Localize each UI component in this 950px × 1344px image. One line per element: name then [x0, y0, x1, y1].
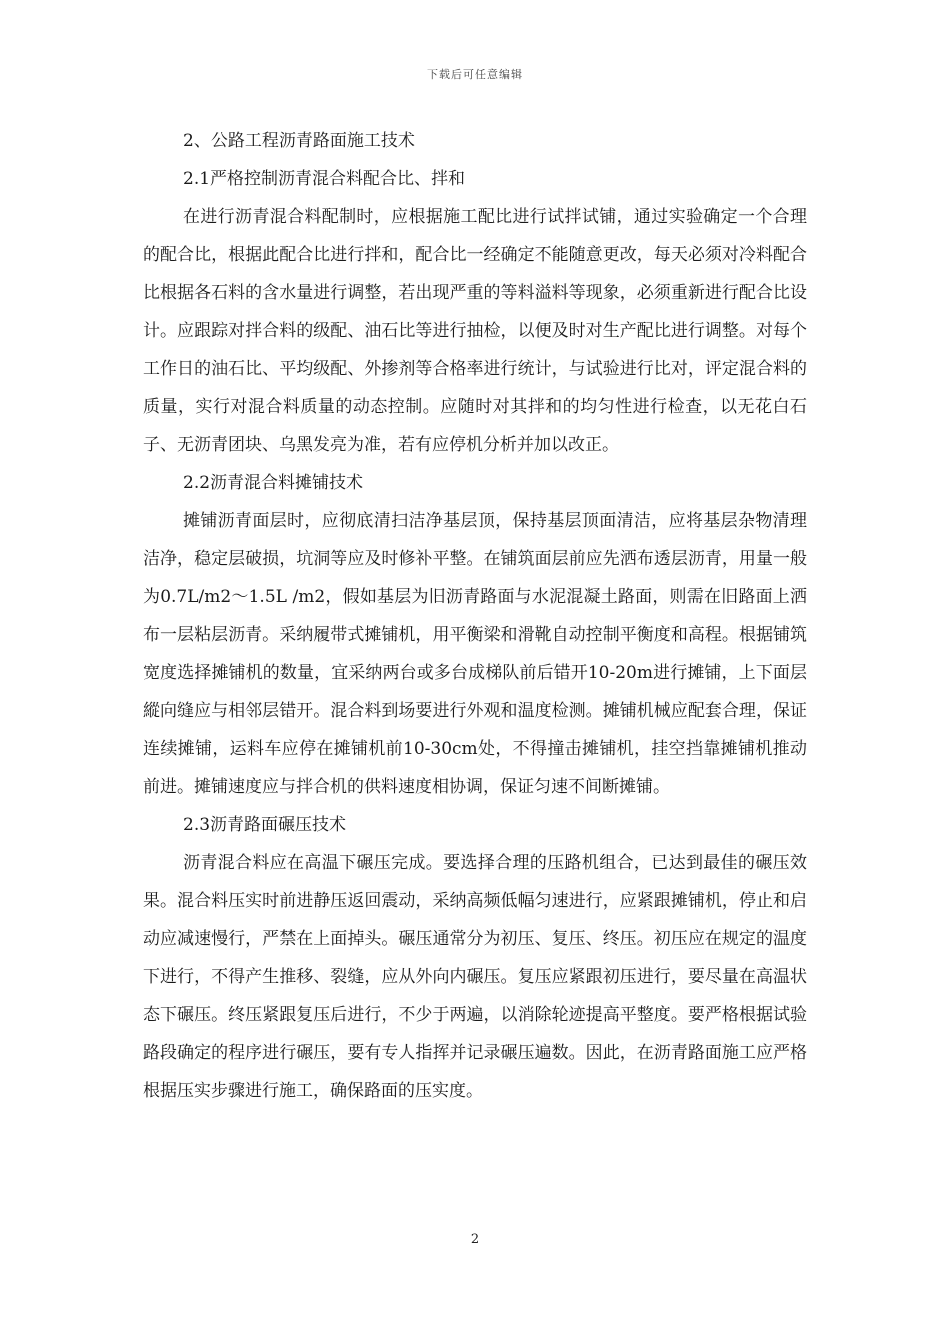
section-heading-2-1: 2.1严格控制沥青混合料配合比、拌和 [183, 169, 466, 189]
page-number: 2 [470, 1232, 480, 1247]
section-heading-2-2: 2.2沥青混合料摊铺技术 [183, 473, 364, 493]
section-title-main: 2、公路工程沥青路面施工技术 [183, 131, 415, 151]
paragraph-mix-ratio: 在进行沥青混合料配制时，应根据施工配比进行试拌试铺，通过实验确定一个合理的配合比，根据此配合比进行拌和，配合比一经确定不能随意更改，每天必须对冷料配合比根据各石料的含水量进行调整，若出现严重的等料溢料等现象，必须重新进行配合比设计。应跟踪对拌合料的级配、油石比等进行抽检，以便及时对生产配比进行调整。对每个工作日的油石比、平均级配、外掺剂等合格率进行统计，与试验进行比对，评定混合料的质量，实行对混合料质量的动态控制。应随时对其拌和的均匀性进行检查，以无花白石子、无沥青团块、乌黑发亮为准，若有应停机分析并加以改正。 [143, 207, 807, 455]
paragraph-compaction: 沥青混合料应在高温下碾压完成。要选择合理的压路机组合，已达到最佳的碾压效果。混合料压实时前进静压返回震动，采纳高频低幅匀速进行，应紧跟摊铺机，停止和启动应减速慢行，严禁在上面掉头。碾压通常分为初压、复压、终压。初压应在规定的温度下进行，不得产生推移、裂缝，应从外向内碾压。复压应紧跟初压进行，要尽量在高温状态下碾压。终压紧跟复压后进行，不少于两遍，以消除轮迹提高平整度。要严格根据试验路段确定的程序进行碾压，要有专人指挥并记录碾压遍数。因此，在沥青路面施工应严格根据压实步骤进行施工，确保路面的压实度。 [143, 853, 807, 1101]
header-note: 下载后可任意编辑 [427, 68, 523, 81]
section-heading-2-3: 2.3沥青路面碾压技术 [183, 815, 347, 835]
document-body [143, 122, 807, 1110]
paragraph-paving: 摊铺沥青面层时，应彻底清扫洁净基层顶，保持基层顶面清洁，应将基层杂物清理洁净，稳定层破损，坑洞等应及时修补平整。在铺筑面层前应先洒布透层沥青，用量一般为0.7L/m2～1.5L /m2，假如基层为旧沥青路面与水泥混凝土路面，则需在旧路面上洒布一层粘层沥青。采纳履带式摊铺机，用平衡梁和滑靴自动控制平衡度和高程。根据铺筑宽度选择摊铺机的数量，宜采纳两台或多台成梯队前后错开10-20m进行摊铺，上下面层縱向缝应与相邻层错开。混合料到场要进行外观和温度检测。摊铺机械应配套合理，保证连续摊铺，运料车应停在摊铺机前10-30cm处，不得撞击摊铺机，挂空挡靠摊铺机推动前进。摊铺速度应与拌合机的供料速度相协调，保证匀速不间断摊铺。 [143, 511, 807, 797]
